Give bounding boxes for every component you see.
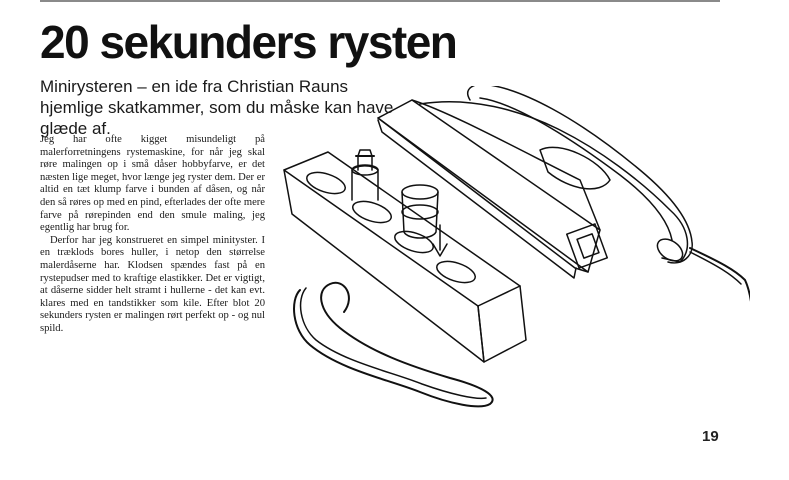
page-number: 19 [702,428,719,445]
article-title: 20 sekunders rysten [40,16,457,68]
article-body [40,134,265,336]
top-rule [40,0,720,2]
body-paragraph-1: Jeg har ofte kigget misundeligt på malerforretningens rystemaskine, for når jeg skal røre malingen op i små dåser hobbyfarve, er det næsten lige meget, hvor længe jeg ryster dem. Der er altid en tæt klump farve i bunden af dåsen, og når den så røres op med en pind, efterlades der ofte mere farve på rørepinden end den smule maling, jeg egentlig har brug for. [40,134,265,234]
article-subtitle: Minirysteren – en ide fra Christian Rauns hjemlige skatkammer, som du måske kan have glæde af. [40,77,394,138]
body-paragraph-2: Derfor har jeg konstrueret en simpel minityster. I en træklods bores huller, i netop den størrelse malerdåserne har. Klodsen spændes fast på en rystepudser med to kraftige elastikker. Det er vigtigt, at dåserne sidder helt stramt i hullerne - det kan evt. klares med en tandstikker som kile. Efter blot 20 sekunders rysten er malingen rørt perfekt op - og nul spild. [40,234,265,334]
sander-illustration [270,86,750,426]
